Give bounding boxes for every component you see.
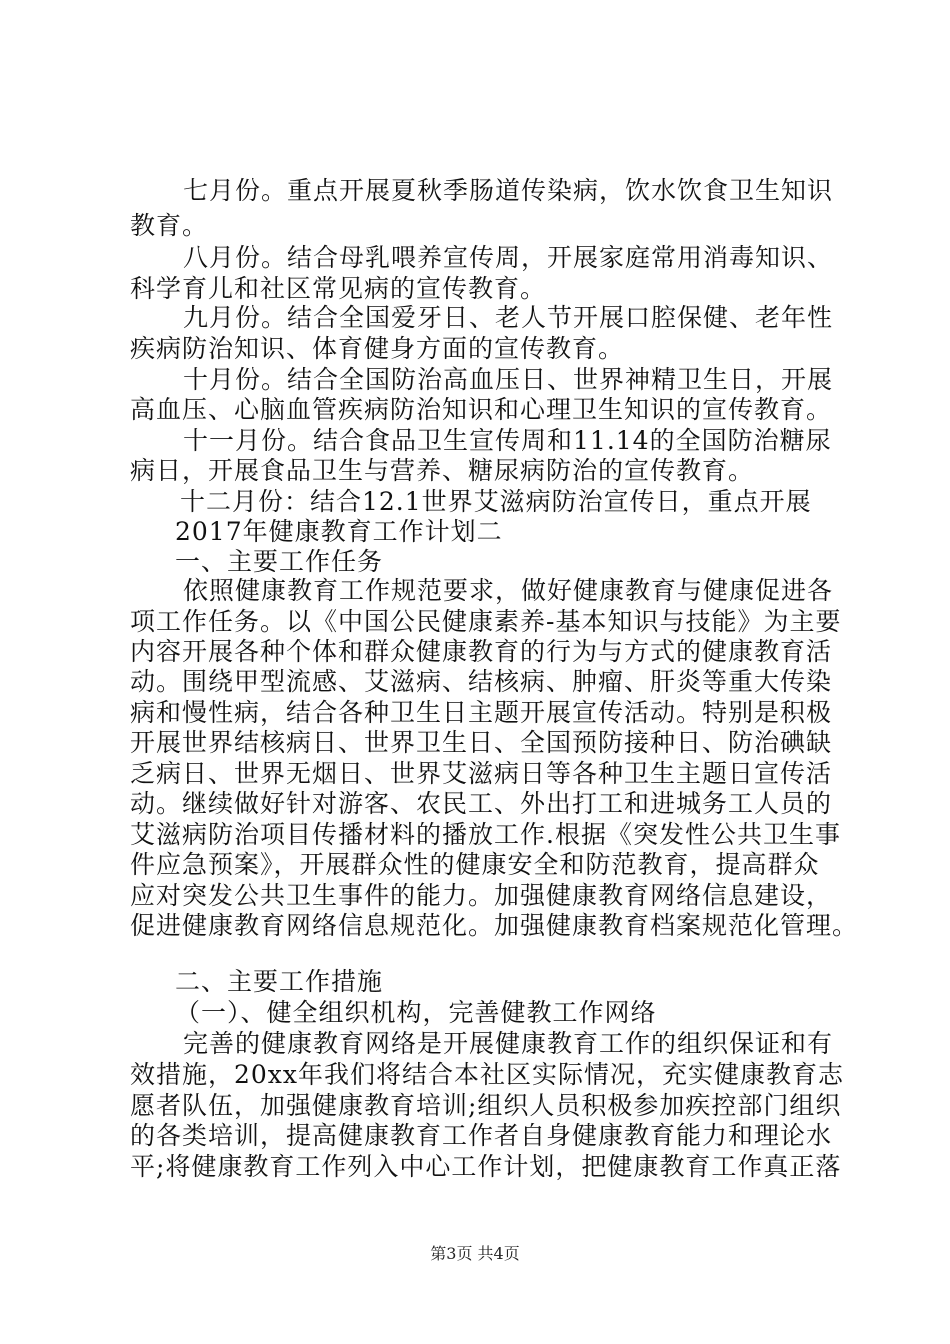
text-line: 效措施，20xx年我们将结合本社区实际情况，充实健康教育志 bbox=[130, 1060, 845, 1089]
page-number-footer: 第3页 共4页 bbox=[430, 1244, 520, 1263]
text-line: 七月份。重点开展夏秋季肠道传染病，饮水饮食卫生知识 bbox=[183, 176, 834, 205]
text-line: 件应急预案》，开展群众性的健康安全和防范教育，提高群众 bbox=[130, 850, 820, 879]
text-line: 科学育儿和社区常见病的宣传教育。 bbox=[130, 274, 547, 303]
text-line: 疾病防治知识、体育健身方面的宣传教育。 bbox=[130, 334, 625, 363]
text-line: 的各类培训，提高健康教育工作者自身健康教育能力和理论水 bbox=[130, 1121, 833, 1150]
text-line: 依照健康教育工作规范要求，做好健康教育与健康促进各 bbox=[183, 576, 834, 605]
text-line: 十月份。结合全国防治高血压日、世界神精卫生日，开展 bbox=[183, 365, 834, 394]
text-line: 完善的健康教育网络是开展健康教育工作的组织保证和有 bbox=[183, 1029, 834, 1058]
text-line: 动。继续做好针对游客、农民工、外出打工和进城务工人员的 bbox=[130, 789, 833, 818]
text-line: 十一月份。结合食品卫生宣传周和11.14的全国防治糖尿 bbox=[183, 426, 832, 455]
section-title: 2017年健康教育工作计划二 bbox=[175, 517, 503, 546]
text-line: 八月份。结合母乳喂养宣传周，开展家庭常用消毒知识、 bbox=[183, 243, 834, 272]
text-line: 教育。 bbox=[130, 211, 209, 240]
text-line: 项工作任务。以《中国公民健康素养-基本知识与技能》为主要 bbox=[130, 607, 842, 636]
text-line: 内容开展各种个体和群众健康教育的行为与方式的健康教育活 bbox=[130, 637, 833, 666]
text-line: 促进健康教育网络信息规范化。加强健康教育档案规范化管理。 bbox=[130, 911, 859, 940]
text-line: 病和慢性病，结合各种卫生日主题开展宣传活动。特别是积极 bbox=[130, 698, 833, 727]
text-line: 病日，开展食品卫生与营养、糖尿病防治的宣传教育。 bbox=[130, 456, 755, 485]
text-line: 十二月份：结合12.1世界艾滋病防治宣传日，重点开展 bbox=[180, 487, 812, 516]
section-heading: 一、主要工作任务 bbox=[175, 547, 384, 576]
text-line: 高血压、心脑血管疾病防治知识和心理卫生知识的宣传教育。 bbox=[130, 395, 833, 424]
section-heading: 二、主要工作措施 bbox=[175, 967, 384, 996]
text-line: 应对突发公共卫生事件的能力。加强健康教育网络信息建设， bbox=[130, 881, 833, 910]
text-line: 九月份。结合全国爱牙日、老人节开展口腔保健、老年性 bbox=[183, 303, 834, 332]
subsection-heading: （一）、健全组织机构，完善健教工作网络 bbox=[175, 998, 657, 1027]
text-line: 动。围绕甲型流感、艾滋病、结核病、肿瘤、肝炎等重大传染 bbox=[130, 667, 833, 696]
text-line: 平;将健康教育工作列入中心工作计划，把健康教育工作真正落 bbox=[130, 1152, 842, 1181]
text-line: 开展世界结核病日、世界卫生日、全国预防接种日、防治碘缺 bbox=[130, 728, 833, 757]
text-line: 艾滋病防治项目传播材料的播放工作.根据《突发性公共卫生事 bbox=[130, 820, 841, 849]
text-line: 愿者队伍，加强健康教育培训;组织人员积极参加疾控部门组织 bbox=[130, 1091, 842, 1120]
text-line: 乏病日、世界无烟日、世界艾滋病日等各种卫生主题日宣传活 bbox=[130, 759, 833, 788]
